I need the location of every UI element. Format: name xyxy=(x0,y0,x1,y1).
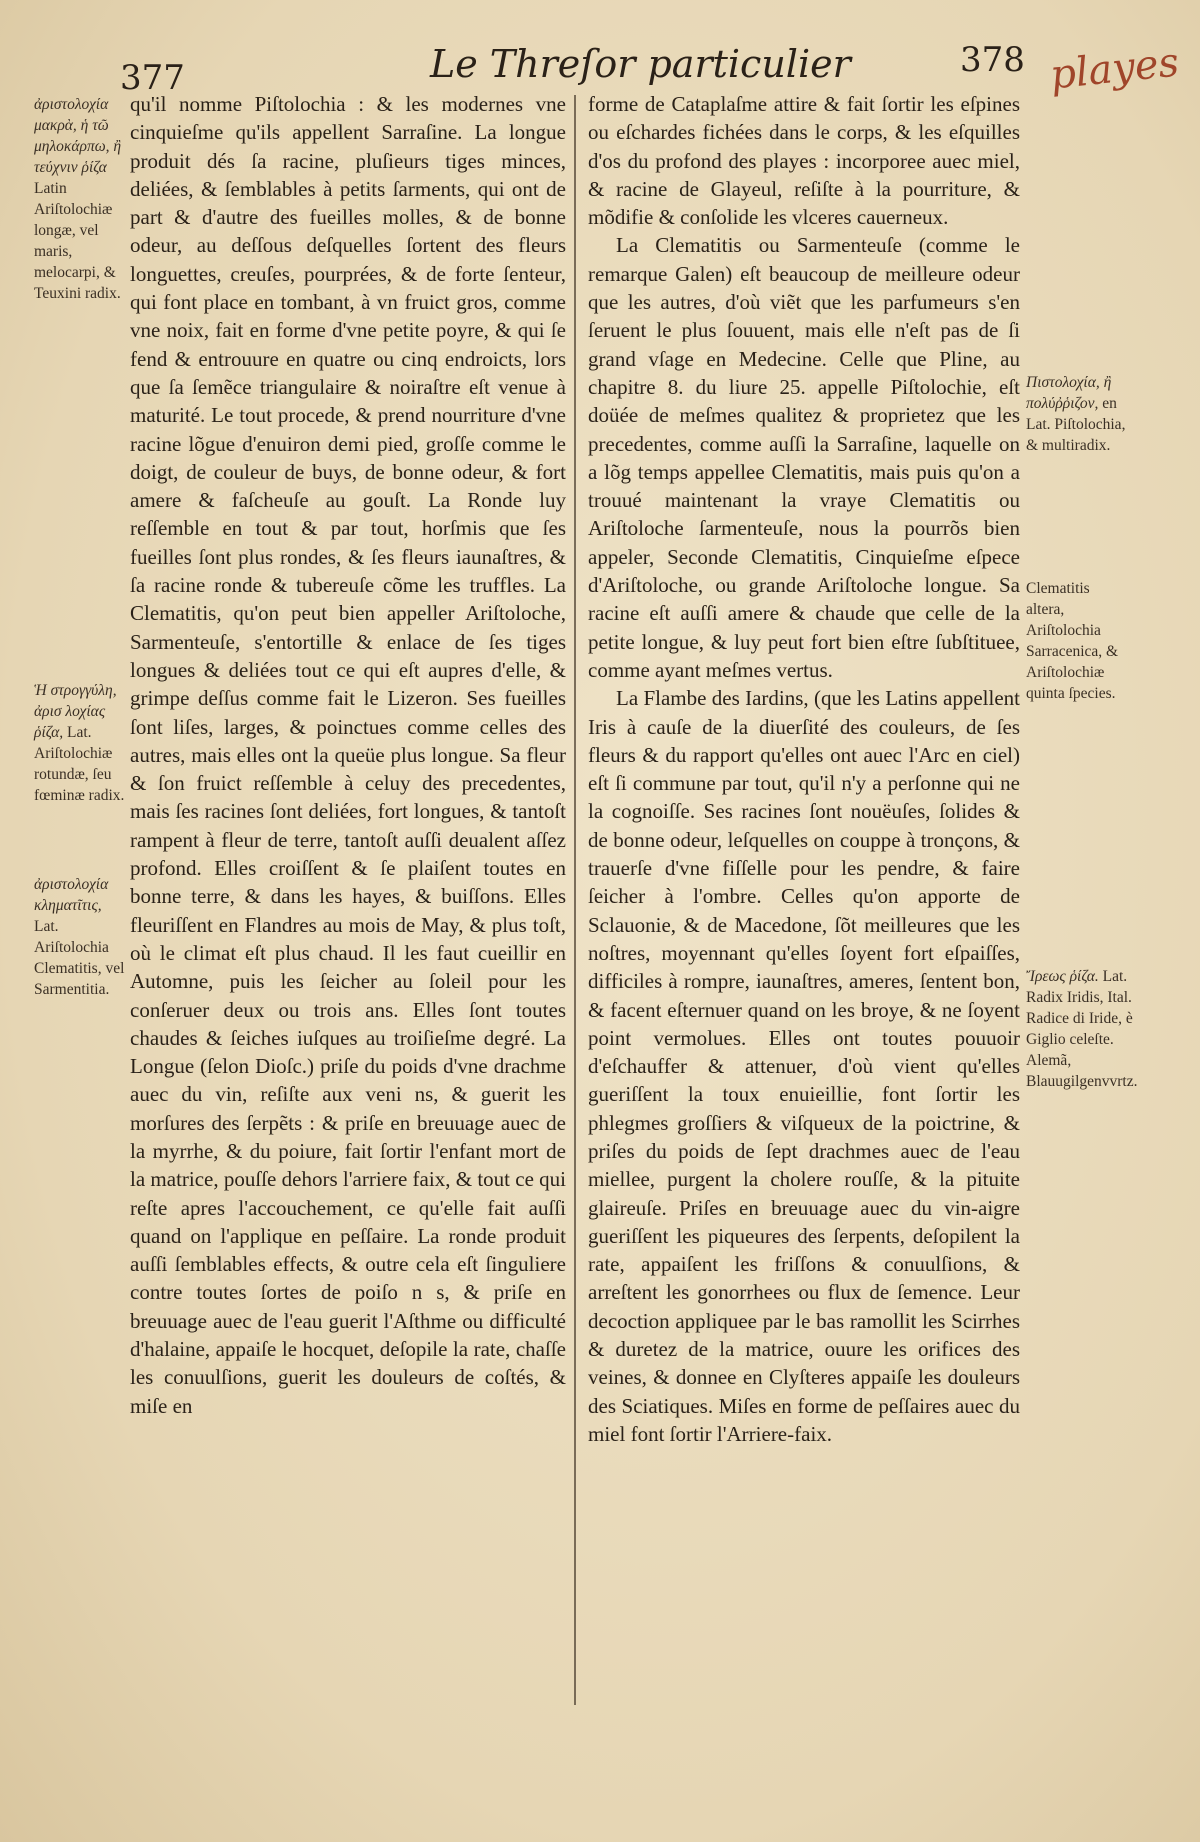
margin-note-aristolochia-rotunda xyxy=(34,680,128,806)
paragraph: forme de Cataplaſme attire & fait ſortir les eſpines ou eſchardes fichées dans le corps, & les eſquilles d'os du profond des playes : incorporee auec miel, & racine de Glayeul, reſiſte à la pourriture, & mõdifie & conſolide les vlceres cauerneux. xyxy=(588,92,1020,230)
paragraph: qu'il nomme Piſtolochia : & les modernes vne cinquieſme qu'ils appellent Sarraſine. La longue produit dés ſa racine, pluſieurs tiges minces, deliées, & ſemblables à petits ſarments, qui ont de part & d'autre des fueilles molles, & de bonne odeur, au deſſous deſquelles ſortent des fleurs longuettes, creuſes, pourprées, & de forte ſenteur, qui font place en tombant, à vn fruict gros, comme vne noix, fait en forme d'vne petite poyre, & qui ſe fend & entrouure en quatre ou cinq endroicts, lors que ſa ſemẽce triangulaire & noiraſtre eſt venue à maturité. Le tout procede, & prend nourriture d'vne racine lõgue d'enuiron demi pied, groſſe comme le doigt, de couleur de buys, de bonne odeur, & fort amere & faſcheuſe au gouſt. La Ronde luy reſſemble en tout & par tout, horſmis que ſes fueilles ſont plus rondes, & ſes fleurs iaunaſtres, & ſa racine ronde & tubereuſe cõme les truffles. La Clematitis, qu'on peut bien appeller Ariſtoloche, Sarmenteuſe, s'entortille & enlace de ſes tiges longues & deliées tout ce qui eſt aupres d'elle, & grimpe deſſus comme fait le Lizeron. Ses fueilles ſont liſes, larges, & poinctues comme celles des autres, mais elles ont la queüe plus longue. Sa fleur & ſon fruict reſſemble à celuy des precedentes, mais ſes racines ſont deliées, fort longues, & tantoſt rampent à fleur de terre, tantoſt auſſi deualent aſſez profond. Elles croiſſent & ſe plaiſent toutes en bonne terre, & dans les hayes, & buiſſons. Elles fleuriſſent en Flandres au mois de May, & plus toſt, où le climat eſt plus chaud. Il les faut cueillir en Automne, puis les ſeicher au ſoleil pour les conſeruer deux ou trois ans. Elles ſont toutes chaudes & ſeiches iuſques au troiſieſme degré. La Longue (ſelon Dioſc.) priſe du poids d'vne drachme auec du vin, reſiſte aux veni ns, & guerit les morſures des ſerpẽts : & priſe en breuuage auec de la myrrhe, & du poiure, fait ſortir l'enfant mort de la matrice, pouſſe dehors l'arriere faix, & tout ce qui reſte apres l'accouchement, ce qu'elle fait auſſi quand on l'applique en peſſaire. La ronde produit auſſi ſemblables effects, & outre cela eſt ſinguliere contre toutes ſortes de poiſo n s, & priſe en breuuage auec de l'eau guerit l'Aſthme ou difficulté d'halaine, appaiſe le hocquet, deſopile la rate, chaſſe les conuulſions, guerit les douleurs de coſtés, & miſe en xyxy=(130,92,566,1418)
margin-greek-text: ἀριστολοχία κληματῖτις, xyxy=(34,876,109,914)
paragraph: La Flambe des Iardins, (que les Latins appellent Iris à cauſe de la diuerſité des couleurs, de ſes fleurs & du rapport qu'elles ont auec l'Arc en ciel) eſt ſi commune par tout, qu'il n'y a perſonne qui ne la cognoiſſe. Ses racines ſont nouëuſes, ſolides & de bonne odeur, leſquelles on couppe à tronçons, & trauerſe d'vne fiſſelle pour les pendre, & faire ſeicher à l'ombre. Celles qu'on apporte de Sclauonie, & de Macedone, ſõt meilleures que les noſtres, moyennant qu'elles ſoyent fort eſpaiſſes, difficiles à rompre, iaunaſtres, ameres, ſentent bon, & facent eſternuer quand on les broye, & ne ſoyent point vermolues. Elles ont toutes pouuoir d'eſchauffer & attenuer, d'où vient qu'elles gueriſſent la toux enuieillie, font ſortir les phlegmes groſſiers & viſqueux de la poictrine, & priſes du poids de ſept drachmes auec de l'eau miellee, purgent la cholere rouſſe, & la pituite glaireuſe. Priſes en breuuage auec du vin-aigre gueriſſent les piqueures des ſerpents, deſopilent la rate, appaiſent les friſſons & conuulſions, & arreſtent les gonorrhees ou flux de ſemence. Leur decoction appliquee par le bas ramollit les Scirrhes & duretez de la matrice, ouure les orifices des veines, & donnee en Clyſteres appaiſe les douleurs des Sciatiques. Miſes en forme de peſſaires auec du miel font ſortir l'Arriere-faix. xyxy=(588,686,1020,1446)
margin-latin-text: Lat. Radix Iridis, Ital. Radice di Iride, è Giglio celeſte. Alemã, Blauugilgenvvrtz. xyxy=(1026,968,1138,1090)
page-header xyxy=(110,36,1040,96)
margin-latin-text: Lat. Ariſtolochia Clematitis, vel Sarmentitia. xyxy=(34,918,125,998)
handwritten-note: playes xyxy=(1047,39,1182,99)
margin-latin-text: Lat. Ariſtolochiæ rotundæ, ſeu fœminæ radix. xyxy=(34,724,125,804)
paragraph: La Clematitis ou Sarmenteuſe (comme le remarque Galen) eſt beaucoup de meilleure odeur que les autres, d'où viẽt que les parfumeurs s'en ſeruent le plus ſouuent, mais elle n'eſt pas de ſi grand vſage en Medecine. Celle que Pline, au chapitre 8. du liure 25. appelle Piſtolochie, eſt doüée de meſmes qualitez & proprietez que les precedentes, comme auſſi la Sarraſine, laquelle on a lõg temps appellee Clematitis, mais puis qu'on a trouué maintenant la vraye Clematitis ou Ariſtoloche ſarmenteuſe, nous la pourrõs bien appeler, Seconde Clematitis, Cinquieſme eſpece d'Ariſtoloche, ou grande Ariſtoloche longue. Sa racine eſt auſſi amere & chaude que celle de la petite longue, & luy peut fort bien eſtre ſubſtituee, comme ayant meſmes vertus. xyxy=(588,233,1020,682)
margin-note-pistolochia xyxy=(1026,372,1130,456)
margin-latin-text: Clematitis altera, Ariſtolochia Sarracenica, & Ariſtolochiæ quinta ſpecies. xyxy=(1026,580,1119,702)
margin-latin-text: Latin Ariſtolochiæ longæ, vel maris, melocarpi, & Teuxini radix. xyxy=(34,180,121,302)
running-title: Le Threſor particulier xyxy=(430,42,851,86)
margin-note-aristolochia-clematitis xyxy=(34,874,128,1000)
margin-latin-text: en Lat. Piſtolochia, & multiradix. xyxy=(1026,395,1126,454)
margin-greek-text: Ἴρεως ῥίζα. xyxy=(1026,968,1099,985)
margin-note-iris-root xyxy=(1026,966,1136,1092)
margin-greek-text: Ἡ στρογγύλη, ἀρισ λοχίας ῥίζα, xyxy=(34,682,117,741)
text-column-left xyxy=(130,90,566,1420)
column-divider xyxy=(574,95,576,1705)
page-number-left: 377 xyxy=(120,58,185,98)
margin-note-aristolochia-longa xyxy=(34,94,128,304)
text-column-right xyxy=(588,90,1020,1448)
page-number-right: 378 xyxy=(960,40,1025,80)
margin-note-clematitis-altera xyxy=(1026,578,1130,704)
margin-greek-text: ἀριστολοχία μακρὰ, ἡ τῶ μηλοκάρπω, ἢ τεύχνιν ῥίζα xyxy=(34,96,122,176)
margin-greek-text: Πιστολοχία, ἢ πολύῤῥιζον, xyxy=(1026,374,1112,412)
